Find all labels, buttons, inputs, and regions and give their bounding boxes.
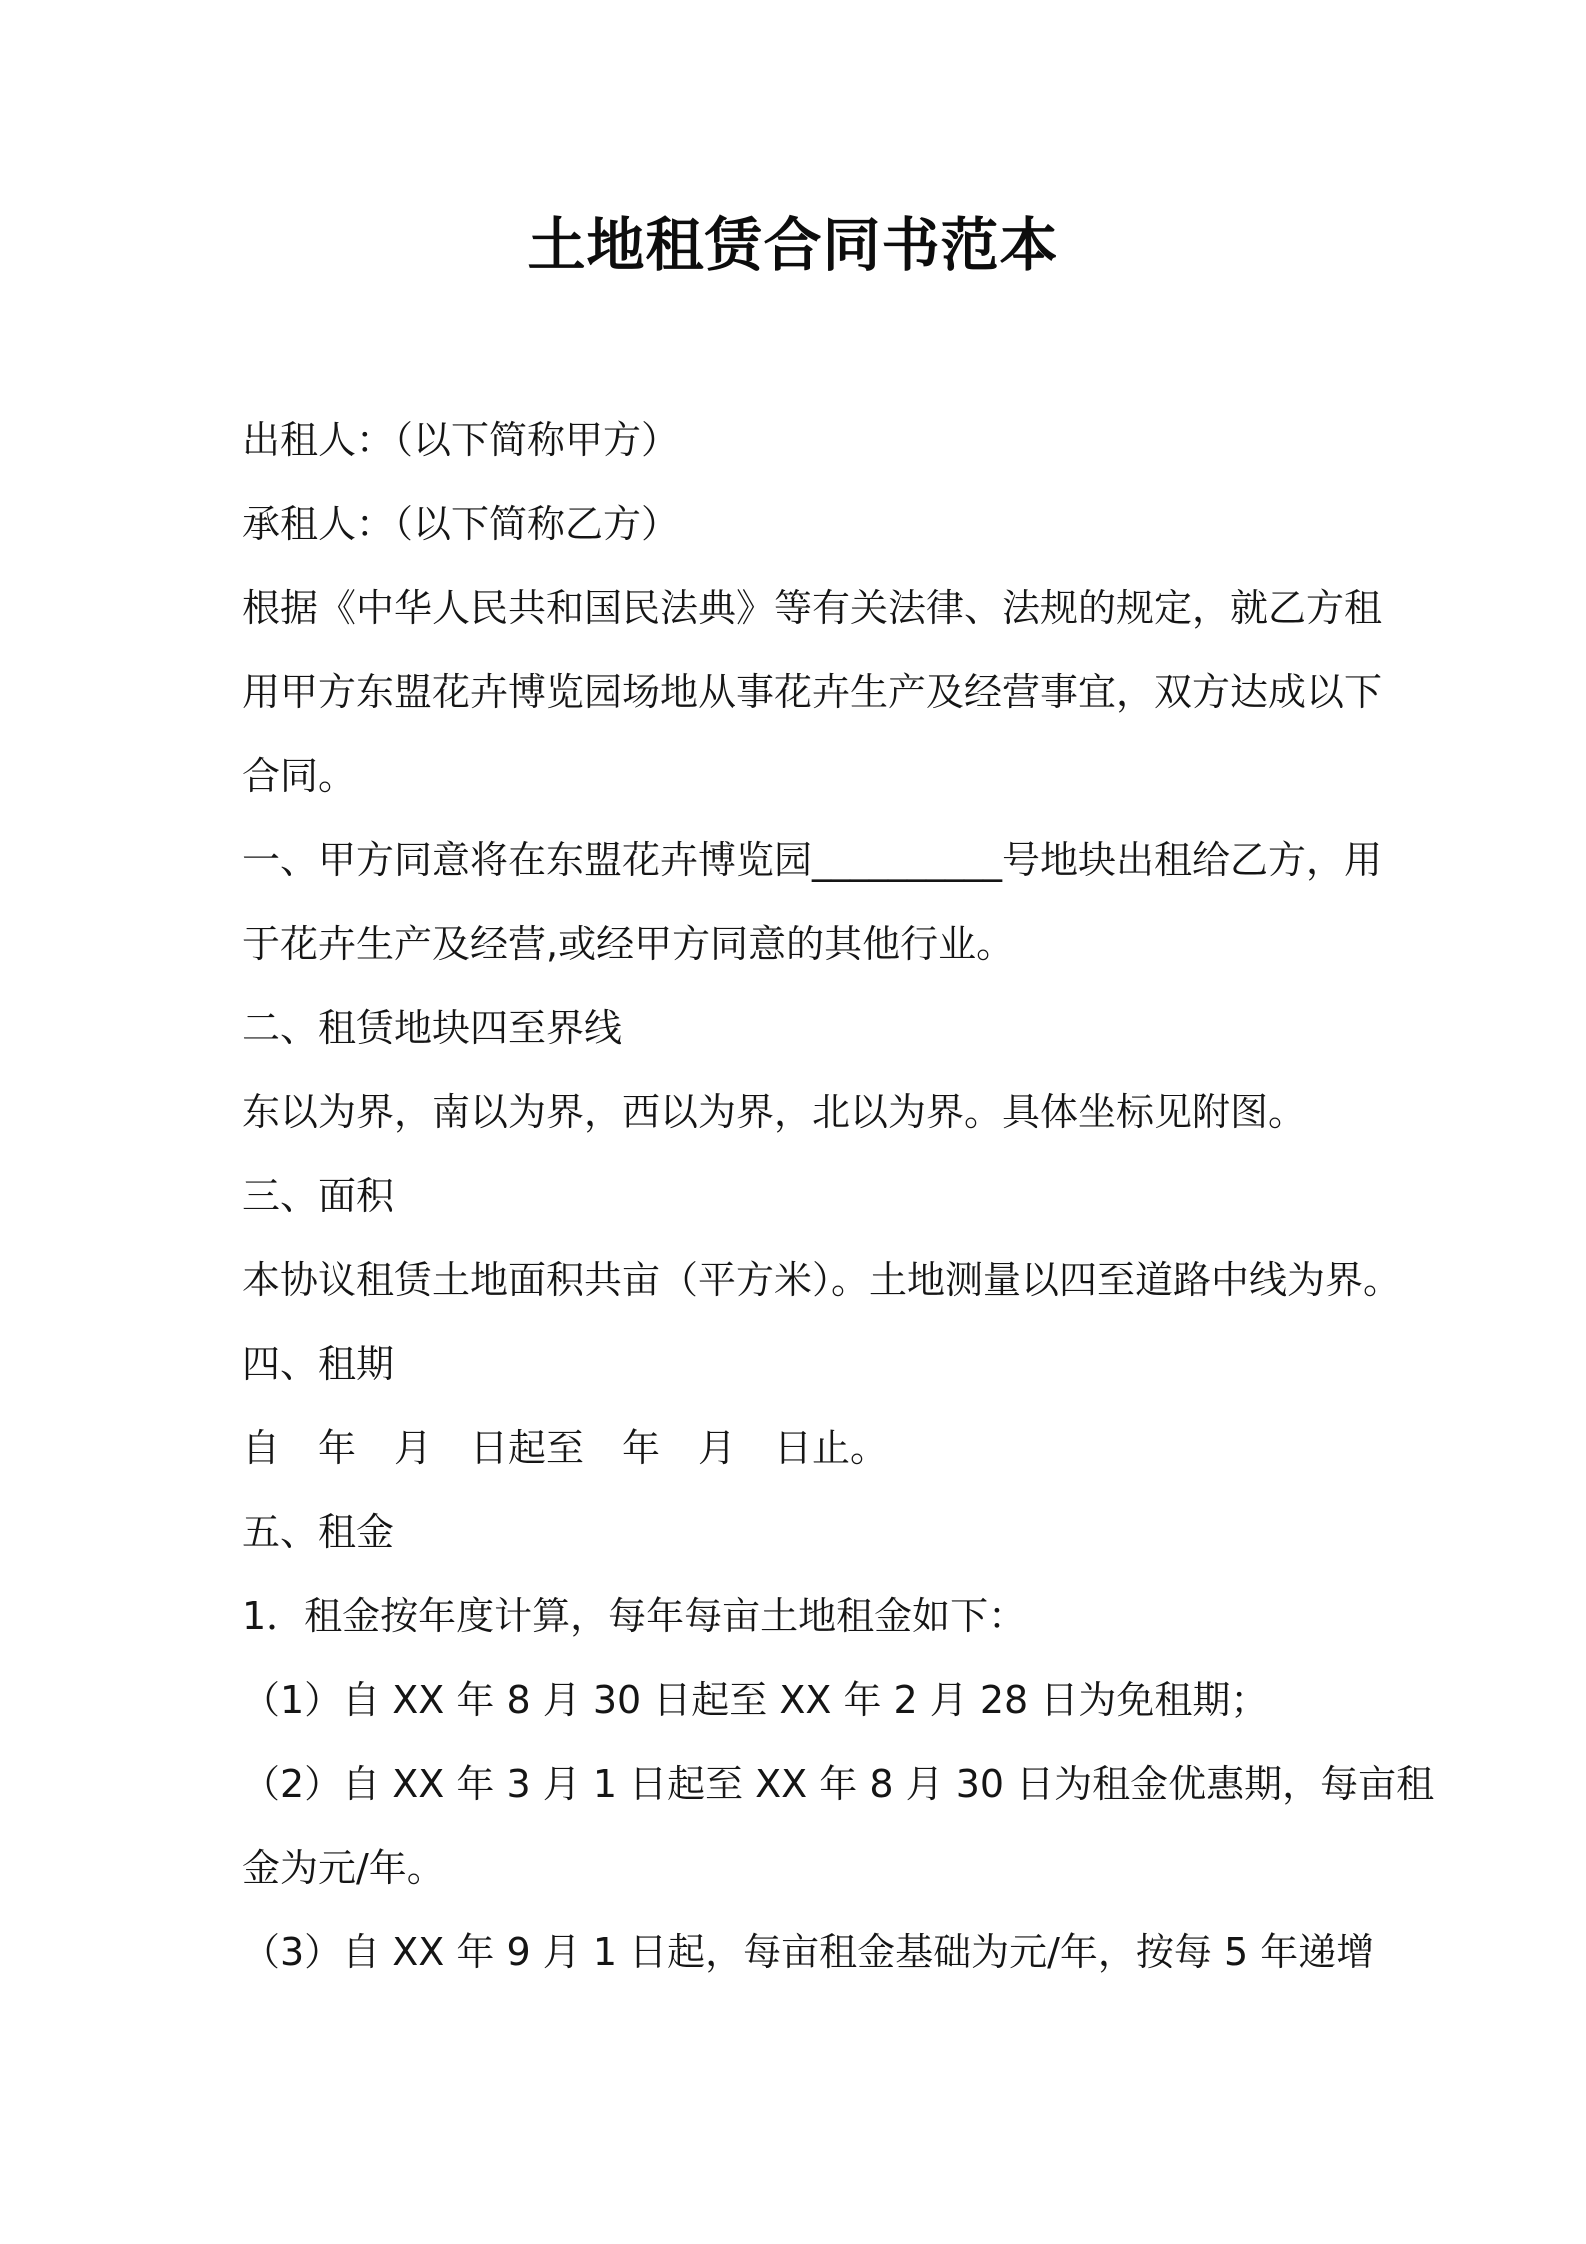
clause-4-heading: 四、租期 <box>242 1342 395 1386</box>
clause-2-boundaries: 东以为界，南以为界，西以为界，北以为界。具体坐标见附图。 <box>242 1090 1307 1134</box>
clause-2-heading: 二、租赁地块四至界线 <box>242 1006 623 1050</box>
clause-1-line-1: 一、甲方同意将在东盟花卉博览园__________号地块出租给乙方，用 <box>242 838 1383 882</box>
document-title: 土地租赁合同书范本 <box>527 211 1059 279</box>
preamble-line-2: 用甲方东盟花卉博览园场地从事花卉生产及经营事宜，双方达成以下 <box>242 670 1383 714</box>
preamble-line-1: 根据《中华人民共和国民法典》等有关法律、法规的规定，就乙方租 <box>242 586 1383 630</box>
clause-1-line-2: 于花卉生产及经营,或经甲方同意的其他行业。 <box>242 922 1015 966</box>
clause-3-heading: 三、面积 <box>242 1174 395 1218</box>
clause-5-item-1: 1．租金按年度计算，每年每亩土地租金如下： <box>242 1594 1027 1638</box>
clause-4-term: 自 年 月 日起至 年 月 日止。 <box>242 1426 889 1470</box>
rent-period-1: （1）自 XX 年 8 月 30 日起至 XX 年 2 月 28 日为免租期； <box>242 1678 1269 1722</box>
clause-3-area: 本协议租赁土地面积共亩（平方米）。土地测量以四至道路中线为界。 <box>242 1258 1402 1302</box>
rent-period-3: （3）自 XX 年 9 月 1 日起，每亩租金基础为元/年，按每 5 年递增 <box>242 1930 1375 1974</box>
lessor-line: 出租人：（以下简称甲方） <box>242 418 680 462</box>
lessee-line: 承租人：（以下简称乙方） <box>242 502 680 546</box>
rent-period-2-line-2: 金为元/年。 <box>242 1846 445 1890</box>
clause-5-heading: 五、租金 <box>242 1510 395 1554</box>
rent-period-2-line-1: （2）自 XX 年 3 月 1 日起至 XX 年 8 月 30 日为租金优惠期，每亩租 <box>242 1762 1435 1806</box>
preamble-line-3: 合同。 <box>242 754 357 798</box>
document-body <box>242 398 1435 1994</box>
